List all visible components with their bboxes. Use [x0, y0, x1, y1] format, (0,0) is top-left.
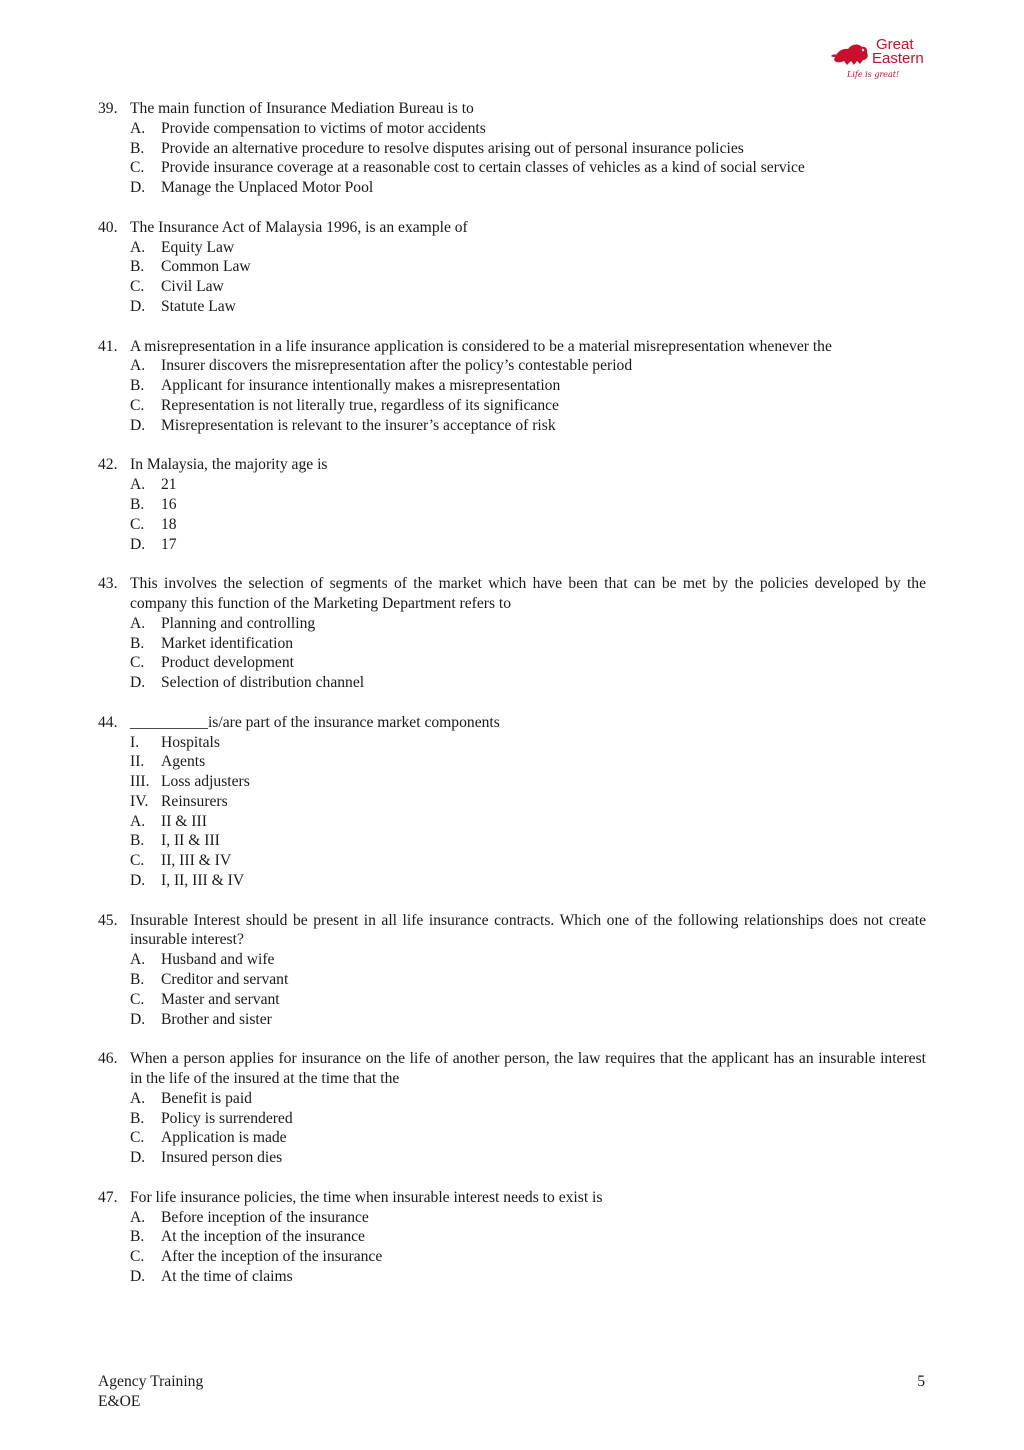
- option-text: Loss adjusters: [161, 773, 250, 791]
- option-text: Husband and wife: [161, 951, 275, 969]
- option-label: A.: [130, 238, 146, 256]
- answer-option: [98, 297, 926, 317]
- company-logo: [830, 34, 942, 80]
- question-number: 44.: [98, 713, 118, 731]
- answer-option: [98, 257, 926, 277]
- option-label: D.: [130, 1268, 146, 1286]
- option-text: Master and servant: [161, 990, 280, 1008]
- option-text: 17: [161, 535, 177, 553]
- answer-option: [98, 139, 926, 159]
- answer-option: [98, 495, 926, 515]
- option-text: After the inception of the insurance: [161, 1248, 383, 1266]
- question-number: 39.: [98, 100, 118, 117]
- answer-option: [98, 1109, 926, 1129]
- answer-option: [98, 277, 926, 297]
- option-label: II.: [130, 753, 145, 771]
- option-text: 18: [161, 515, 177, 533]
- option-text: Misrepresentation is relevant to the insurer’s acceptance of risk: [161, 416, 556, 434]
- question-text: For life insurance policies, the time when insurable interest needs to exist is: [130, 1188, 603, 1206]
- answer-option: [98, 990, 926, 1010]
- answer-option: [98, 1208, 926, 1228]
- option-label: D.: [130, 1149, 146, 1167]
- answer-option: [98, 634, 926, 654]
- option-label: A.: [130, 1208, 146, 1226]
- option-label: D.: [130, 674, 146, 692]
- option-text: Insurer discovers the misrepresentation after the policy’s contestable period: [161, 357, 633, 375]
- question-item: [98, 713, 926, 891]
- option-text: Provide insurance coverage at a reasonable cost to certain classes of vehicles as a kind of social service: [161, 159, 805, 177]
- question-stem: [98, 1049, 926, 1089]
- option-label: A.: [130, 476, 146, 494]
- answer-option: [98, 614, 926, 634]
- option-text: Statute Law: [161, 297, 236, 315]
- option-text: Creditor and servant: [161, 971, 289, 989]
- question-number: 43.: [98, 575, 118, 593]
- answer-option: [98, 851, 926, 871]
- question-stem: [98, 455, 926, 475]
- answer-option: [98, 158, 926, 178]
- option-text: At the time of claims: [161, 1268, 293, 1286]
- option-label: C.: [130, 654, 145, 672]
- option-label: D.: [130, 1010, 146, 1028]
- option-text: Hospitals: [161, 733, 220, 751]
- footer-agency-training: Agency Training: [98, 1373, 204, 1390]
- option-label: B.: [130, 377, 145, 395]
- option-text: I, II, III & IV: [161, 872, 245, 890]
- option-label: D.: [130, 872, 146, 890]
- question-text: The main function of Insurance Mediation Bureau is to: [130, 100, 474, 117]
- question-item: [98, 455, 926, 554]
- option-label: C.: [130, 990, 145, 1008]
- question-text: The Insurance Act of Malaysia 1996, is an example of: [130, 218, 468, 236]
- option-label: C.: [130, 515, 145, 533]
- question-number: 46.: [98, 1050, 118, 1068]
- footer-left: [98, 1372, 203, 1412]
- option-label: C.: [130, 396, 145, 414]
- answer-option: [98, 238, 926, 258]
- answer-option: [98, 812, 926, 832]
- option-text: Agents: [161, 753, 206, 771]
- question-item: [98, 337, 926, 436]
- question-stem: [98, 337, 926, 357]
- option-text: Policy is surrendered: [161, 1109, 293, 1127]
- question-item: [98, 1049, 926, 1168]
- option-text: Benefit is paid: [161, 1089, 252, 1107]
- answer-option: [98, 1227, 926, 1247]
- option-label: B.: [130, 258, 145, 276]
- question-item: [98, 911, 926, 1030]
- option-label: B.: [130, 634, 145, 652]
- option-label: A.: [130, 119, 146, 137]
- answer-option: [98, 1128, 926, 1148]
- answer-option: [98, 376, 926, 396]
- option-text: Common Law: [161, 258, 251, 276]
- answer-option: [98, 871, 926, 891]
- question-text: When a person applies for insurance on the life of another person, the law requires that the applicant has an insurable interest in the life of the insured at the time that the: [130, 1050, 926, 1088]
- option-text: 16: [161, 495, 177, 513]
- option-text: II, III & IV: [161, 852, 232, 870]
- option-label: D.: [130, 535, 146, 553]
- answer-option: [98, 535, 926, 555]
- option-text: I, II & III: [161, 832, 220, 850]
- question-stem: [98, 574, 926, 614]
- option-label: A.: [130, 357, 146, 375]
- answer-option: [98, 119, 926, 139]
- option-text: Representation is not literally true, regardless of its significance: [161, 396, 559, 414]
- option-label: III.: [130, 773, 150, 791]
- option-text: Selection of distribution channel: [161, 674, 365, 692]
- option-text: II & III: [161, 812, 207, 830]
- answer-option: [98, 396, 926, 416]
- option-text: Civil Law: [161, 278, 224, 296]
- option-text: Provide compensation to victims of motor accidents: [161, 119, 486, 137]
- option-label: A.: [130, 812, 146, 830]
- answer-option: [98, 970, 926, 990]
- option-text: Applicant for insurance intentionally makes a misrepresentation: [161, 377, 561, 395]
- answer-option: [98, 950, 926, 970]
- option-text: Brother and sister: [161, 1010, 272, 1028]
- option-label: A.: [130, 1089, 146, 1107]
- answer-option: [98, 673, 926, 693]
- option-text: Product development: [161, 654, 294, 672]
- option-label: B.: [130, 832, 145, 850]
- question-stem: [98, 99, 926, 119]
- page-number: 5: [917, 1373, 925, 1390]
- answer-option: [98, 515, 926, 535]
- option-label: C.: [130, 159, 145, 177]
- logo-text-line2: Eastern: [872, 50, 924, 67]
- answer-option: [98, 733, 926, 753]
- option-text: Equity Law: [161, 238, 235, 256]
- answer-option: [98, 1148, 926, 1168]
- option-text: Application is made: [161, 1129, 287, 1147]
- option-text: Insured person dies: [161, 1149, 283, 1167]
- answer-option: [98, 772, 926, 792]
- question-text: __________is/are part of the insurance market components: [130, 713, 500, 731]
- question-text: This involves the selection of segments of the market which have been that can be met by the policies developed by the company this function of the Marketing Department refers to: [130, 575, 926, 612]
- question-stem: [98, 218, 926, 238]
- logo-tagline: Life is great!: [847, 70, 900, 79]
- option-text: Manage the Unplaced Motor Pool: [161, 179, 374, 197]
- answer-option: [98, 416, 926, 436]
- question-item: [98, 1188, 926, 1287]
- lion-logo-icon: [830, 34, 942, 80]
- answer-option: [98, 831, 926, 851]
- option-text: Market identification: [161, 634, 294, 652]
- option-label: B.: [130, 139, 145, 157]
- question-item: [98, 218, 926, 317]
- answer-option: [98, 653, 926, 673]
- question-text: Insurable Interest should be present in all life insurance contracts. Which one of the following relationships does not create insurable interest?: [130, 911, 926, 949]
- option-label: A.: [130, 614, 146, 632]
- option-text: At the inception of the insurance: [161, 1228, 365, 1246]
- question-number: 40.: [98, 218, 118, 236]
- option-label: B.: [130, 971, 145, 989]
- answer-option: [98, 1089, 926, 1109]
- option-label: IV.: [130, 792, 149, 810]
- question-item: [98, 574, 926, 693]
- option-label: B.: [130, 1228, 145, 1246]
- question-list: [98, 99, 926, 1307]
- question-number: 41.: [98, 337, 118, 355]
- answer-option: [98, 792, 926, 812]
- option-text: Provide an alternative procedure to resolve disputes arising out of personal insurance policies: [161, 139, 744, 157]
- question-stem: [98, 713, 926, 733]
- question-stem: [98, 911, 926, 951]
- answer-option: [98, 1247, 926, 1267]
- question-stem: [98, 1188, 926, 1208]
- option-text: 21: [161, 476, 177, 494]
- option-label: B.: [130, 1109, 145, 1127]
- answer-option: [98, 475, 926, 495]
- question-number: 45.: [98, 911, 118, 929]
- question-text: A misrepresentation in a life insurance application is considered to be a material misrepresentation whenever the: [130, 337, 832, 355]
- option-label: B.: [130, 495, 145, 513]
- footer-eoe: E&OE: [98, 1393, 141, 1410]
- option-label: D.: [130, 297, 146, 315]
- answer-option: [98, 752, 926, 772]
- option-label: C.: [130, 1248, 145, 1266]
- option-label: C.: [130, 852, 145, 870]
- option-label: C.: [130, 1129, 145, 1147]
- option-label: D.: [130, 179, 146, 197]
- question-number: 42.: [98, 456, 118, 474]
- option-text: Planning and controlling: [161, 614, 316, 632]
- option-label: C.: [130, 278, 145, 296]
- question-text: In Malaysia, the majority age is: [130, 456, 328, 474]
- option-label: A.: [130, 951, 146, 969]
- option-label: I.: [130, 733, 140, 751]
- question-number: 47.: [98, 1188, 118, 1206]
- option-label: D.: [130, 416, 146, 434]
- answer-option: [98, 178, 926, 198]
- option-text: Reinsurers: [161, 792, 228, 810]
- answer-option: [98, 1010, 926, 1030]
- logo-text-line1: Great: [876, 36, 914, 53]
- answer-option: [98, 356, 926, 376]
- option-text: Before inception of the insurance: [161, 1208, 369, 1226]
- question-item: [98, 99, 926, 198]
- answer-option: [98, 1267, 926, 1287]
